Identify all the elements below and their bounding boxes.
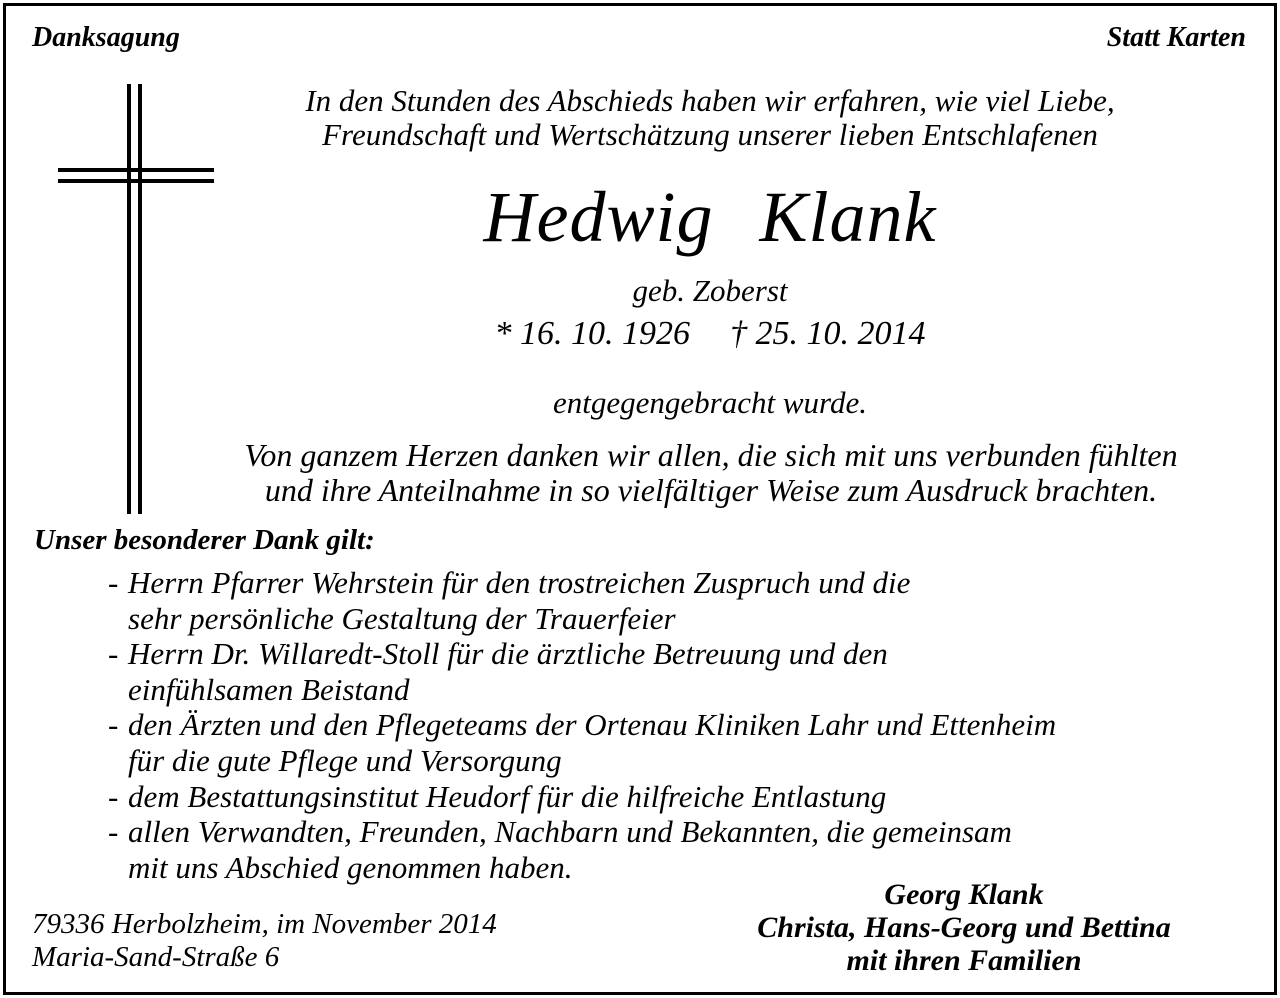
- list-item-text: [128, 707, 1258, 778]
- list-item: [108, 565, 1258, 636]
- list-item-line: sehr persönliche Gestaltung der Trauerfeier: [128, 600, 676, 636]
- birth-date: * 16. 10. 1926: [494, 315, 690, 352]
- header-statt-karten: Statt Karten: [1106, 22, 1246, 53]
- first-name: Hedwig: [483, 177, 714, 257]
- last-name: Klank: [759, 177, 937, 257]
- list-dash: -: [108, 778, 119, 814]
- header-title: Danksagung: [32, 22, 180, 53]
- list-dash: -: [108, 707, 119, 743]
- intro-text: [150, 84, 1270, 152]
- place-and-date: [32, 908, 497, 974]
- list-item-line: Herrn Dr. Willaredt-Stoll für die ärztliche Betreuung und den: [128, 636, 888, 672]
- list-item-text: [128, 814, 1258, 885]
- list-item: [108, 707, 1258, 778]
- list-item-text: [128, 779, 1258, 815]
- list-item-line: allen Verwandten, Freunden, Nachbarn und Bekannten, die gemeinsam: [128, 814, 1012, 850]
- list-item-line: Herrn Pfarrer Wehrstein für den trostreichen Zuspruch und die: [128, 565, 911, 600]
- life-dates: [150, 314, 1270, 354]
- signer-line: mit ihren Familien: [846, 944, 1082, 977]
- received-text: entgegengebracht wurde.: [553, 385, 867, 420]
- intro-line: In den Stunden des Abschieds haben wir erfahren, wie viel Liebe,: [305, 83, 1115, 118]
- list-item-line: mit uns Abschied genommen haben.: [128, 849, 573, 885]
- thanks-text: [180, 438, 1242, 508]
- list-item-text: [128, 636, 1258, 707]
- thanks-line: Von ganzem Herzen danken wir allen, die sich mit uns verbunden fühlten: [244, 437, 1178, 473]
- list-item-line: dem Bestattungsinstitut Heudorf für die hilfreiche Entlastung: [128, 778, 887, 814]
- death-date: † 25. 10. 2014: [730, 315, 926, 352]
- birth-name: geb. Zoberst: [632, 273, 788, 308]
- list-item-line: den Ärzten und den Pflegeteams der Ortenau Kliniken Lahr und Ettenheim: [128, 707, 1057, 743]
- deceased-name: [150, 172, 1270, 262]
- intro-line: Freundschaft und Wertschätzung unserer lieben Entschlafenen: [322, 117, 1098, 152]
- list-dash: -: [108, 565, 119, 600]
- thanks-line: und ihre Anteilnahme in so vielfältiger Weise zum Ausdruck brachten.: [264, 472, 1158, 508]
- special-thanks-list: [108, 565, 1258, 885]
- place-line: 79336 Herbolzheim, im November 2014: [32, 908, 497, 940]
- list-item: [108, 814, 1258, 885]
- list-dash: -: [108, 636, 119, 672]
- signer-line: Georg Klank: [884, 878, 1044, 911]
- special-thanks-title: Unser besonderer Dank gilt:: [34, 524, 375, 556]
- list-item-text: [128, 565, 1258, 636]
- list-item-line: für die gute Pflege und Versorgung: [128, 742, 562, 778]
- signers: [700, 878, 1228, 977]
- list-item-line: einfühlsamen Beistand: [128, 671, 410, 707]
- signer-line: Christa, Hans-Georg und Bettina: [757, 911, 1171, 944]
- list-item: [108, 636, 1258, 707]
- list-dash: -: [108, 814, 119, 850]
- list-item: [108, 779, 1258, 815]
- address-line: Maria-Sand-Straße 6: [32, 941, 280, 973]
